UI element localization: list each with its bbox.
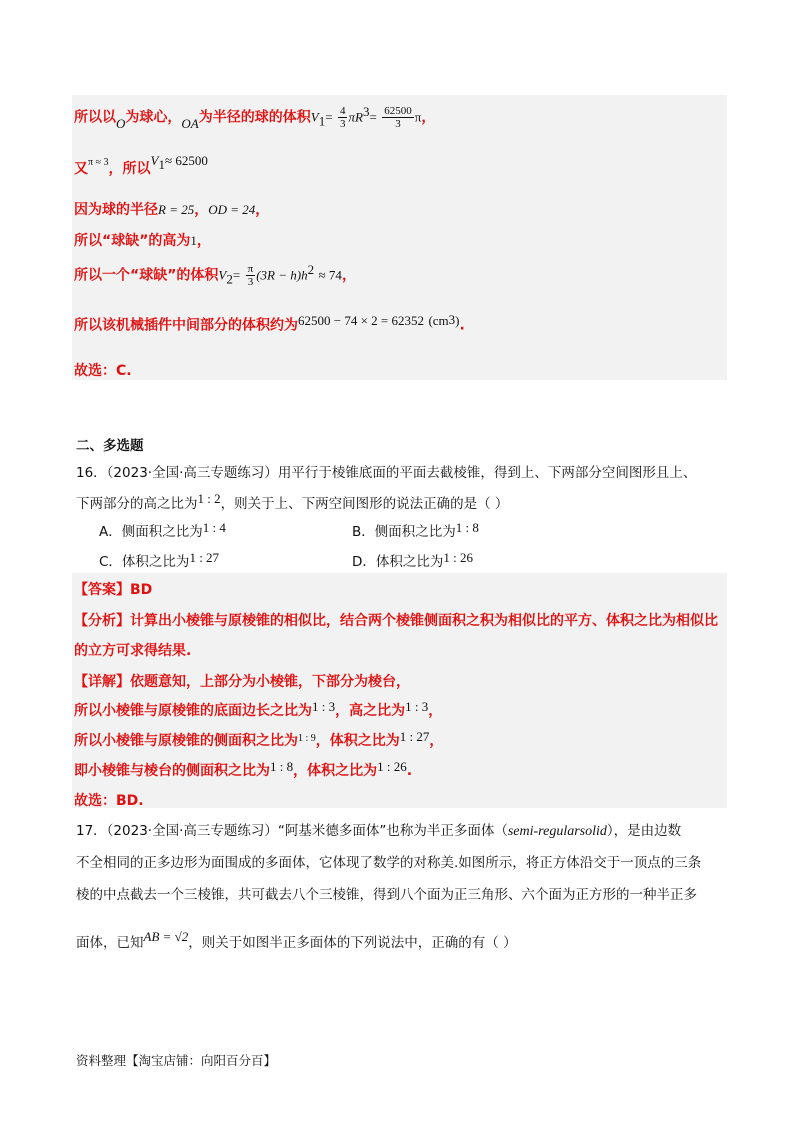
q16-detail-line-4: 即小棱锥与棱台的侧面积之比为1 : 8，体积之比为1 : 26. [74, 759, 413, 779]
q16-detail-line-3: 所以小棱锥与原棱锥的侧面积之比为$^{1 : 9}$，体积之比为1 : 27， [74, 729, 444, 749]
q17-stem-line-3: 棱的中点截去一个三棱锥，共可截去八个三棱锥，得到八个面为正三角形、六个面为正方形的一种半正多 [76, 887, 697, 903]
q16-stem-line-2: 下两部分的高之比为1 : 2，则关于上、下两空间图形的说法正确的是（ ） [76, 491, 509, 512]
solution-line-5: 所以一个“球缺”的体积$V_2=$ $\frac{\pi}{3}$ $(3R - h)h^2 \approx 74$， [74, 262, 356, 289]
fraction-pi-3: $\frac{\pi}{3}$ [247, 263, 254, 289]
solution-line-1: 所以以O为球心，OA为半径的球的体积$V_1=$ $\frac{4}{3}$ $\pi R^3=$ $\frac{62500}{3}$ π， [74, 104, 436, 131]
q16-option-d[interactable]: D．体积之比为1 : 26 [352, 550, 474, 570]
q16-detail-line-2: 所以小棱锥与原棱锥的底面边长之比为1 : 3，高之比为1 : 3， [74, 699, 443, 719]
q16-detail-line-1: 【详解】依题意知，上部分为小棱锥，下部分为棱台， [74, 674, 410, 690]
q17-stem-line-4: 面体，已知AB = √2，则关于如图半正多面体的下列说法中，正确的有（ ） [76, 929, 517, 951]
q16-option-a[interactable]: A．侧面积之比为1 : 4 [99, 520, 226, 540]
solution-line-4: 所以“球缺”的高为1， [74, 233, 211, 249]
solution-line-3: 因为球的半径R = 25，OD = 24， [74, 202, 270, 218]
q16-stem-line-1: 16．（2023·全国·高三专题练习）用平行于棱锥底面的平面去截棱锥，得到上、下两部分空间图形且上、 [76, 465, 697, 481]
fraction-62500-3: $\frac{62500}{3}$ [384, 105, 412, 131]
section-title: 二、多选题 [76, 438, 144, 454]
solution-choice-15: 故选：C. [74, 363, 132, 379]
q16-answer: 【答案】BD [74, 582, 153, 598]
q16-option-b[interactable]: B．侧面积之比为1 : 8 [352, 520, 479, 540]
solution-line-2: 又π ≈ 3，所以$V_1\approx 62500$ [74, 153, 208, 177]
page-footer: 资料整理【淘宝店铺：向阳百分百】 [76, 1053, 277, 1068]
q17-stem-line-2: 不全相同的正多边形为面围成的多面体，它体现了数学的对称美.如图所示，将正方体沿交于一顶点的三条 [76, 855, 702, 871]
fraction-4-3: $\frac{4}{3}$ [339, 105, 346, 131]
q16-option-c[interactable]: C．体积之比为1 : 27 [99, 550, 220, 570]
q17-stem-line-1: 17．（2023·全国·高三专题练习）“阿基米德多面体”也称为半正多面体（semi-regularsolid），是由边数 [76, 823, 682, 839]
q16-final-choice: 故选：BD. [74, 793, 144, 809]
q16-analysis-line-2: 的立方可求得结果. [74, 643, 192, 659]
solution-line-6: 所以该机械插件中间部分的体积约为62500 − 74 × 2 = 62352 $(cm^3)$. [74, 312, 465, 334]
q16-analysis-line-1: 【分析】计算出小棱锥与原棱锥的相似比，结合两个棱锥侧面积之积为相似比的平方、体积之比为相似比 [74, 613, 718, 629]
